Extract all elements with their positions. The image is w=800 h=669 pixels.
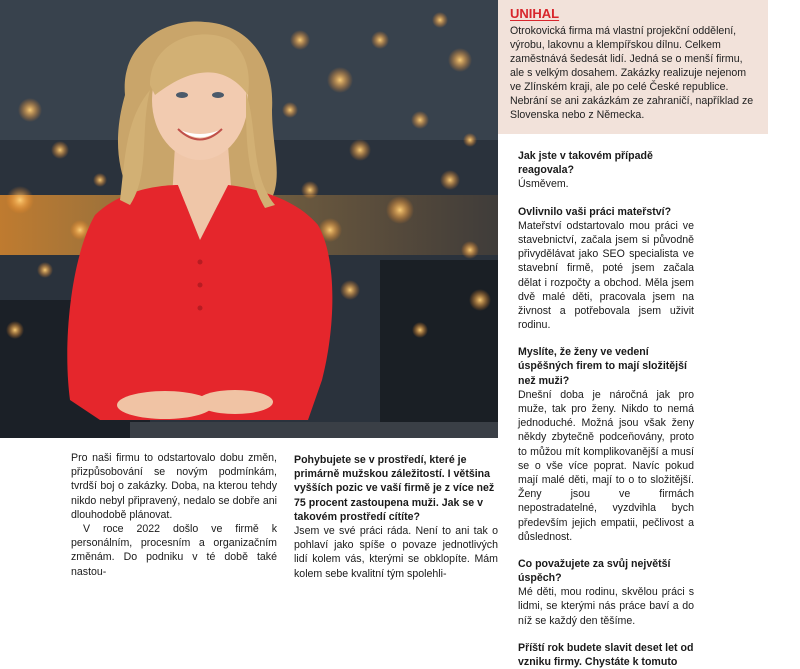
company-description: Otrokovická firma má vlastní projekční oddělení, výrobu, lakovnu a klempířskou dílnu. Celkem zaměstnává šedesát lidí. Jedná se o menší firmu, ale s velkým dosahem. Zakázky realizuje nejenom ve Zlínském kraji, ale po celé České republice. Nebrání se ani zakázkám ze zahraničí, například ze Slovenska nebo z Německa.: [510, 25, 754, 122]
interview-answer: Dnešní doba je náročná jak pro muže, tak pro ženy. Nikdo to nemá jednoduché. Možná jsou však ženy někdy zbytečně podceňovány, proto to můžou mít komplikovanější a musí se o vše více poprat. Navíc pokud mají malé děti, mají to o to složitější. Ženy jsou ve firmách nepostradatelné, vyzdvihla bych především jejich empatii, pečlivost a důslednost.: [518, 388, 694, 543]
interview-answer: Mateřství odstartovalo mou práci ve stavebnictví, začala jsem si původně přivydělávat jako SEO specialista ve stavební firmě, poté jsem začala dělat i rozpočty a obchod. Měla jsem dvě malé děti, pracovala jsem na živnost a potřebovala jsem uživit rodinu.: [518, 219, 694, 332]
bokeh-light: [411, 111, 429, 129]
bokeh-light: [448, 48, 472, 72]
portrait-illustration: [0, 0, 498, 438]
interview-question: Pohybujete se v prostředí, které je primárně mužskou záležitostí. I většina vyšších pozic ve vaší firmě je z více než 75 procent zastoupena muži. Jak se v takovém prostředí cítíte?: [294, 454, 495, 523]
bokeh-light: [432, 12, 448, 28]
interview-question: Myslíte, že ženy ve vedení úspěšných firem to mají složitější než muži?: [518, 346, 687, 387]
company-info-box: [498, 0, 768, 134]
bokeh-light: [327, 67, 353, 93]
bokeh-light: [463, 133, 477, 147]
article-column-1: [71, 451, 277, 579]
interview-answer: Mé děti, mou rodinu, skvělou práci s lidmi, se kterými nás práce baví a do níž se každý den těšíme.: [518, 586, 694, 627]
paragraph: Pro naši firmu to odstartovalo dobu změn, přizpůsobování se novým podmínkám, tvrdší boj o zakázky. Doba, na kterou tehdy nikdo nebyl připravený, nedalo se dobře ani dlouhodobě plánovat.: [71, 452, 277, 521]
bokeh-light: [18, 98, 42, 122]
bokeh-light: [51, 141, 69, 159]
bokeh-light: [93, 173, 107, 187]
bokeh-light: [290, 30, 310, 50]
article-column-2: [294, 453, 498, 581]
interview-question: Jak jste v takovém případě reagovala?: [518, 150, 653, 177]
interview-question: Ovlivnilo vaši práci mateřství?: [518, 205, 672, 218]
bokeh-light: [440, 170, 460, 190]
bokeh-light: [461, 241, 479, 259]
bokeh-light: [301, 181, 319, 199]
company-title: UNIHAL: [510, 6, 560, 21]
article-photo: [0, 0, 498, 438]
article-column-3: [518, 149, 694, 669]
bokeh-light: [469, 289, 491, 311]
bokeh-light: [37, 262, 53, 278]
interview-answer: Jsem ve své práci ráda. Není to ani tak o pohlaví jako spíše o povaze jednotlivých lidí kolem vás, kterými se obklopíte. Mám kolem sebe kvalitní tým spolehli-: [294, 524, 498, 580]
bokeh-light: [340, 280, 360, 300]
bokeh-light: [6, 321, 24, 339]
interview-question: Co považujete za svůj největší úspěch?: [518, 557, 671, 585]
bokeh-light: [282, 102, 298, 118]
paragraph: V roce 2022 došlo ve firmě k personálním, procesním a organizačním změnám. Do podniku v té době také nastou-: [71, 522, 277, 578]
interview-answer: Úsměvem.: [518, 178, 569, 191]
bokeh-light: [6, 186, 34, 214]
bokeh-light: [371, 31, 389, 49]
bokeh-light: [349, 139, 371, 161]
interview-question: Příští rok budete slavit deset let od vzniku firmy. Chystáte k tomuto: [518, 641, 694, 668]
bokeh-light: [386, 196, 414, 224]
bokeh-light: [412, 322, 428, 338]
